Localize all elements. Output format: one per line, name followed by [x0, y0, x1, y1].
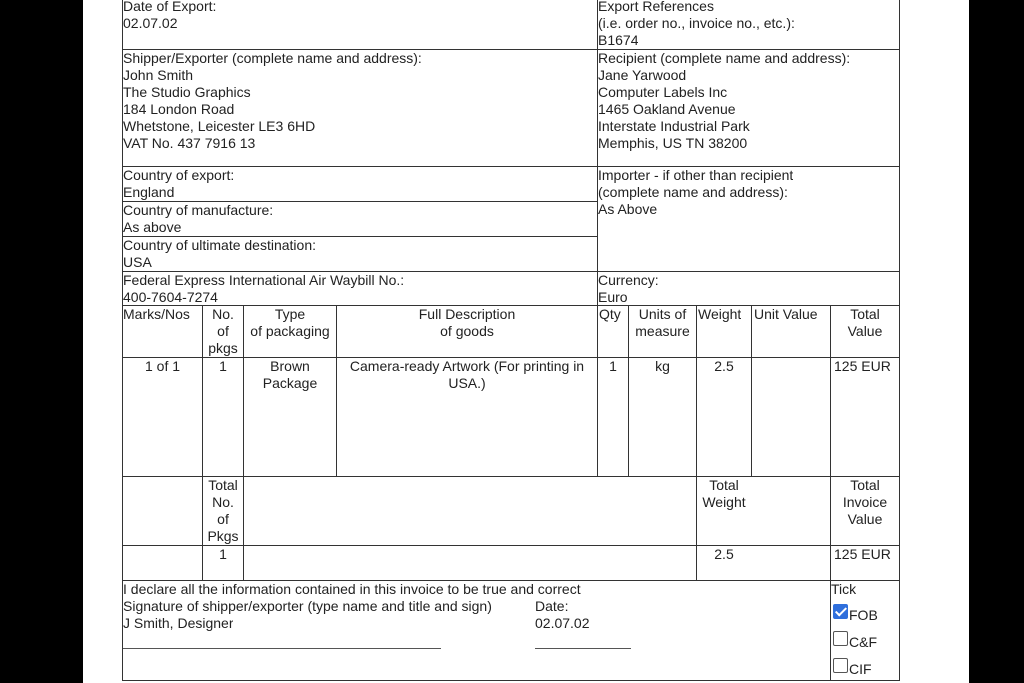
header-marks: Marks/Nos [123, 306, 190, 322]
importer-value: As Above [598, 201, 658, 217]
row-type-1: Brown [270, 358, 310, 374]
country-destination-value: USA [123, 254, 152, 270]
recipient-company: Computer Labels Inc [598, 84, 728, 100]
row-type-2: Package [262, 375, 318, 391]
header-total-value-2: Value [847, 323, 883, 339]
export-references-label: Export References [598, 0, 714, 14]
country-destination-label: Country of ultimate destination: [123, 237, 316, 253]
country-manufacture-value: As above [123, 219, 182, 235]
recipient-street: 1465 Oakland Avenue [598, 101, 736, 117]
totals-pkgs-header-1: Total [208, 477, 238, 493]
signature-value: J Smith, Designer [123, 615, 234, 631]
fob-checkbox[interactable] [833, 604, 848, 619]
importer-label: Importer - if other than recipient [598, 167, 794, 183]
border-right [899, 0, 900, 681]
country-manufacture-label: Country of manufacture: [123, 202, 274, 218]
declaration-date-value: 02.07.02 [535, 615, 590, 631]
header-qty: Qty [599, 306, 621, 322]
shipper-label: Shipper/Exporter (complete name and address): [123, 50, 422, 66]
row-pkgs: 1 [219, 358, 227, 374]
totals-pkgs-header-4: Pkgs [207, 528, 239, 544]
header-desc-2: of goods [440, 323, 494, 339]
header-units-2: measure [635, 323, 690, 339]
cf-checkbox[interactable] [833, 631, 848, 646]
recipient-park: Interstate Industrial Park [598, 118, 750, 134]
row-marks: 1 of 1 [144, 358, 181, 374]
row-total-value: 125 EUR [834, 358, 891, 374]
export-references-value: B1674 [598, 32, 639, 48]
row-qty: 1 [609, 358, 617, 374]
totals-value-value: 125 EUR [834, 546, 891, 562]
col-6 [696, 305, 697, 581]
recipient-label: Recipient (complete name and address): [598, 50, 851, 66]
totals-weight-header-2: Weight [702, 494, 746, 510]
importer-hint: (complete name and address): [598, 184, 788, 200]
header-units-1: Units of [638, 306, 687, 322]
header-pkgs-1: No. [212, 306, 234, 322]
totals-weight-header-1: Total [709, 477, 739, 493]
recipient-city: Memphis, US TN 38200 [598, 135, 748, 151]
header-weight: Weight [698, 306, 742, 322]
shipper-name: John Smith [123, 67, 194, 83]
waybill-value: 400-7604-7274 [123, 289, 218, 305]
row-units: kg [655, 358, 670, 374]
totals-weight-value: 2.5 [714, 546, 734, 562]
country-export-value: England [123, 184, 175, 200]
currency-value: Euro [598, 289, 628, 305]
header-pkgs-2: of [217, 323, 229, 339]
header-type-1: Type [274, 306, 306, 322]
shipper-street: 184 London Road [123, 101, 235, 117]
line-11 [122, 680, 900, 681]
waybill-label: Federal Express International Air Waybill No.: [123, 272, 405, 288]
header-total-value-1: Total [850, 306, 880, 322]
tick-label: Tick [831, 581, 857, 597]
col-4 [597, 305, 598, 477]
row-desc-2: USA.) [448, 375, 486, 391]
totals-pkgs-header-3: of [217, 511, 229, 527]
shipper-vat: VAT No. 437 7916 13 [123, 135, 256, 151]
totals-pkgs-value: 1 [219, 546, 227, 562]
header-pkgs-3: pkgs [208, 340, 238, 356]
currency-label: Currency: [598, 272, 659, 288]
invoice-page [83, 0, 969, 683]
signature-label: Signature of shipper/exporter (type name and title and sign) [123, 598, 492, 614]
date-line [535, 648, 631, 649]
totals-value-header-2: Invoice [842, 494, 888, 510]
totals-pkgs-header-2: No. [212, 494, 234, 510]
row-weight: 2.5 [714, 358, 734, 374]
totals-value-header-1: Total [850, 477, 880, 493]
cif-label: CIF [849, 661, 872, 677]
header-type-2: of packaging [250, 323, 330, 339]
cf-label: C&F [849, 634, 877, 650]
row-desc-1: Camera-ready Artwork (For printing in [349, 358, 585, 374]
fob-label: FOB [849, 607, 878, 623]
date-of-export-label: Date of Export: [123, 0, 217, 14]
cif-checkbox[interactable] [833, 658, 848, 673]
recipient-name: Jane Yarwood [598, 67, 687, 83]
header-desc-1: Full Description [418, 306, 516, 322]
declaration-date-label: Date: [535, 598, 569, 614]
col-7 [751, 305, 752, 477]
header-unit-value: Unit Value [754, 306, 818, 322]
export-references-hint: (i.e. order no., invoice no., etc.): [598, 15, 795, 31]
shipper-city: Whetstone, Leicester LE3 6HD [123, 118, 316, 134]
col-2 [243, 305, 244, 581]
shipper-company: The Studio Graphics [123, 84, 251, 100]
totals-value-header-3: Value [847, 511, 883, 527]
signature-line [123, 648, 441, 649]
declaration-text: I declare all the information contained in this invoice to be true and correct [123, 581, 581, 597]
date-of-export-value: 02.07.02 [123, 15, 178, 31]
country-export-label: Country of export: [123, 167, 235, 183]
